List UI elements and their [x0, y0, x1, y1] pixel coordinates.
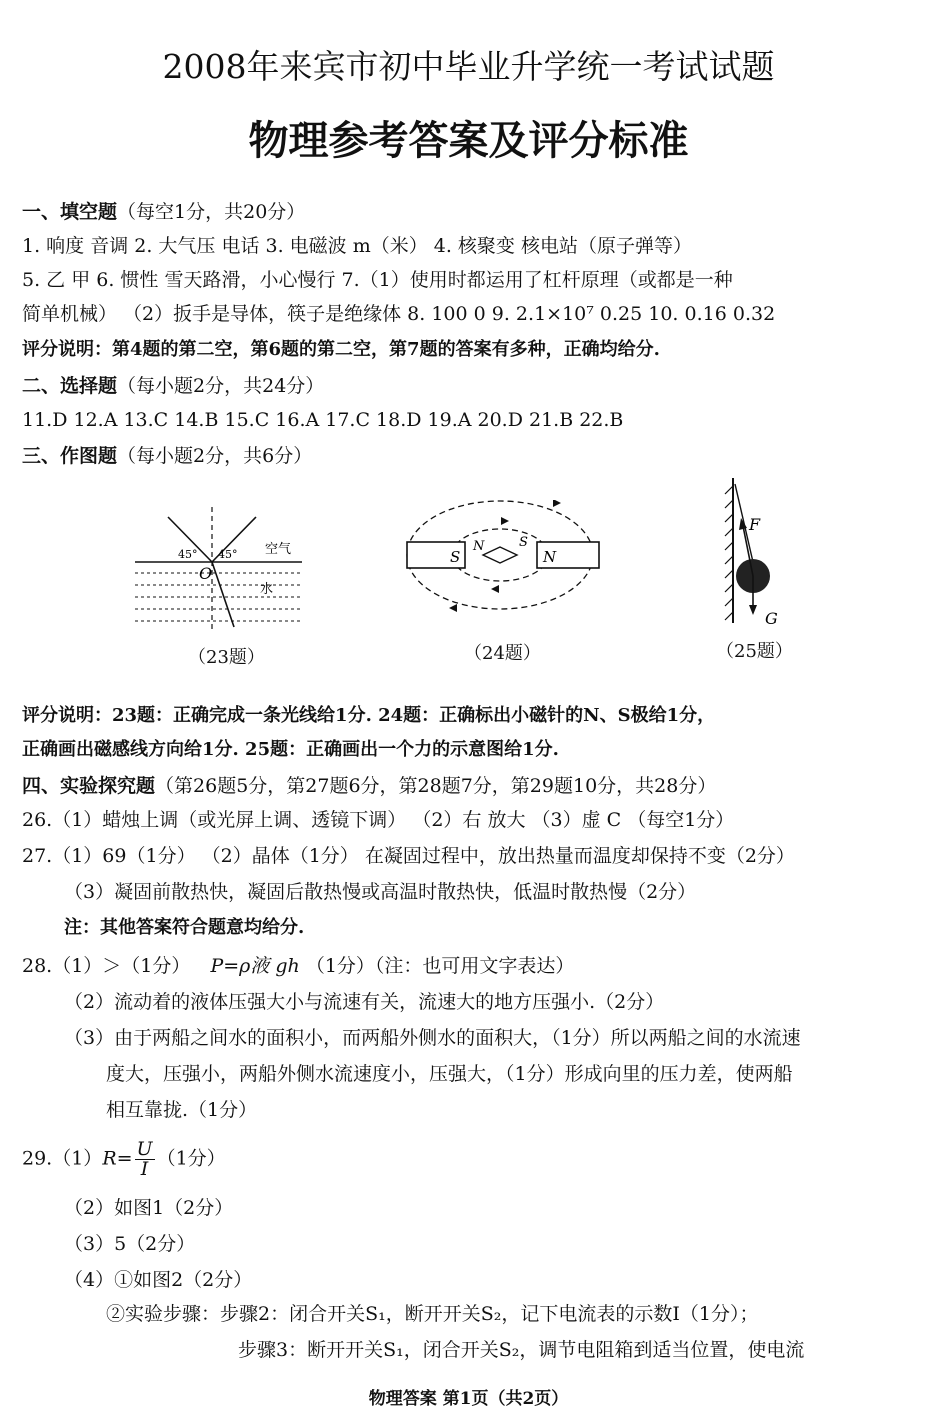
- page-title: 2008年来宾市初中毕业升学统一考试试题: [162, 47, 775, 86]
- q28-prefix: 28.（1）＞（1分）: [22, 955, 191, 977]
- figure-24-magnets: [405, 500, 605, 635]
- water-label: 水: [260, 582, 274, 597]
- arrow-bottom: [491, 585, 499, 593]
- q28-answer-3a: （3）由于两船之间水的面积小，而两船外侧水的面积大，（1分）所以两船之间的水流速: [64, 1027, 801, 1049]
- arrow-outer-bottom: [449, 604, 457, 612]
- arrow-top: [501, 517, 509, 525]
- right-magnet-pole: N: [543, 548, 557, 566]
- wall-hatching: [725, 486, 733, 620]
- section-title: 二、选择题: [22, 375, 118, 397]
- section-note: （第26题5分，第27题6分，第28题7分，第29题10分，共28分）: [155, 775, 717, 797]
- q27-answer-2: （3）凝固前散热快，凝固后散热慢或高温时散热快，低温时散热慢（2分）: [64, 881, 697, 903]
- q28-answer-2: （2）流动着的液体压强大小与流速有关，流速大的地方压强小.（2分）: [64, 991, 665, 1013]
- compass-needle: [483, 547, 517, 563]
- section-drawing-heading: [22, 446, 312, 468]
- q28-answer-3b: 度大，压强小，两船外侧水流速度小，压强大，（1分）形成向里的压力差，使两船: [106, 1063, 793, 1085]
- section-title: 四、实验探究题: [22, 775, 156, 797]
- q29-answer-3: （3）5（2分）: [64, 1233, 196, 1255]
- page-subtitle: 物理参考答案及评分标准: [248, 117, 689, 164]
- arrow-outer-top: [553, 500, 561, 507]
- q28-answer-3c: 相互靠拢.（1分）: [106, 1099, 258, 1121]
- fill-blank-line-1: 1. 响度 音调 2. 大气压 电话 3. 电磁波 m（米） 4. 核聚变 核电站（原子弹等）: [22, 235, 692, 257]
- q27-note: 注：其他答案符合题意均给分.: [64, 917, 305, 938]
- q28-suffix: （1分）（注：也可用文字表达）: [305, 955, 575, 977]
- q29-answer-2: （2）如图1（2分）: [64, 1197, 234, 1219]
- section-note: （每小题2分，共6分）: [117, 445, 313, 467]
- figure-25-ball-wall: [715, 478, 805, 638]
- section-note: （每空1分，共20分）: [117, 201, 306, 223]
- q29-step-2: ②实验步骤：步骤2：闭合开关S₁，断开开关S₂，记下电流表的示数I（1分）；: [106, 1303, 759, 1325]
- q27-answer-1: 27.（1）69（1分） （2）晶体（1分） 在凝固过程中，放出热量而温度却保持不变（2分）: [22, 845, 795, 867]
- needle-pole-s: S: [519, 535, 528, 550]
- point-o-label: O: [199, 564, 213, 583]
- angle-label-left: 45°: [178, 548, 198, 561]
- section-choice-heading: [22, 376, 324, 398]
- q28-answer-1: [22, 956, 574, 978]
- q29-step-3: 步骤3：断开开关S₁，闭合开关S₂，调节电阻箱到适当位置，使电流: [238, 1339, 805, 1361]
- force-g-label: G: [765, 609, 778, 628]
- needle-pole-n: N: [473, 539, 485, 554]
- drawing-scoring-line-2: 正确画出磁感线方向给1分. 25题：正确画出一个力的示意图给1分.: [22, 739, 559, 760]
- fill-blank-scoring: 评分说明：第4题的第二空，第6题的第二空，第7题的答案有多种，正确均给分.: [22, 339, 660, 360]
- drawing-scoring-line-1: 评分说明：23题：正确完成一条光线给1分. 24题：正确标出小磁针的N、S极给1分，: [22, 705, 716, 726]
- q29-score: （1分）: [156, 1147, 226, 1170]
- section-note: （每小题2分，共24分）: [117, 375, 325, 397]
- choice-answers: 11.D 12.A 13.C 14.B 15.C 16.A 17.C 18.D 19.A 20.D 21.B 22.B: [22, 409, 624, 431]
- q29-fraction: [135, 1140, 155, 1179]
- section-title: 三、作图题: [22, 445, 118, 467]
- fill-blank-line-2: 5. 乙 甲 6. 惯性 雪天路滑，小心慢行 7.（1）使用时都运用了杠杆原理（或都是一种: [22, 269, 733, 291]
- force-g-arrowhead: [749, 605, 757, 615]
- fill-blank-line-3: 简单机械） （2）扳手是导体，筷子是绝缘体 8. 100 0 9. 2.1×10⁷ 0.25 10. 0.16 0.32: [22, 303, 776, 325]
- q29-numerator: U: [136, 1138, 153, 1160]
- refracted-ray: [212, 562, 234, 627]
- page-footer: 物理答案 第1页（共2页）: [368, 1389, 569, 1409]
- q29-prefix: 29.（1）: [22, 1147, 103, 1170]
- angle-label-right: 45°: [218, 548, 238, 561]
- figure-23-caption: （23题）: [188, 647, 265, 668]
- q29-answer-1: [22, 1140, 226, 1179]
- figure-23-refraction: [130, 505, 310, 635]
- section-fill-blank-heading: [22, 202, 305, 224]
- q29-formula-r: R=: [102, 1147, 133, 1170]
- left-magnet-pole: S: [450, 548, 461, 566]
- q26-answer: 26.（1）蜡烛上调（或光屏上调、透镜下调） （2）右 放大 （3）虚 C （每空1分）: [22, 809, 735, 831]
- figure-25-caption: （25题）: [716, 641, 793, 662]
- section-experiment-heading: [22, 776, 716, 798]
- air-label: 空气: [265, 542, 292, 557]
- q28-formula: P=ρ液 gh: [210, 955, 300, 977]
- force-f-label: F: [749, 515, 761, 534]
- figure-24-caption: （24题）: [464, 643, 541, 664]
- q29-denominator: I: [140, 1158, 149, 1180]
- q29-answer-4: （4）①如图2（2分）: [64, 1269, 253, 1291]
- section-title: 一、填空题: [22, 201, 118, 223]
